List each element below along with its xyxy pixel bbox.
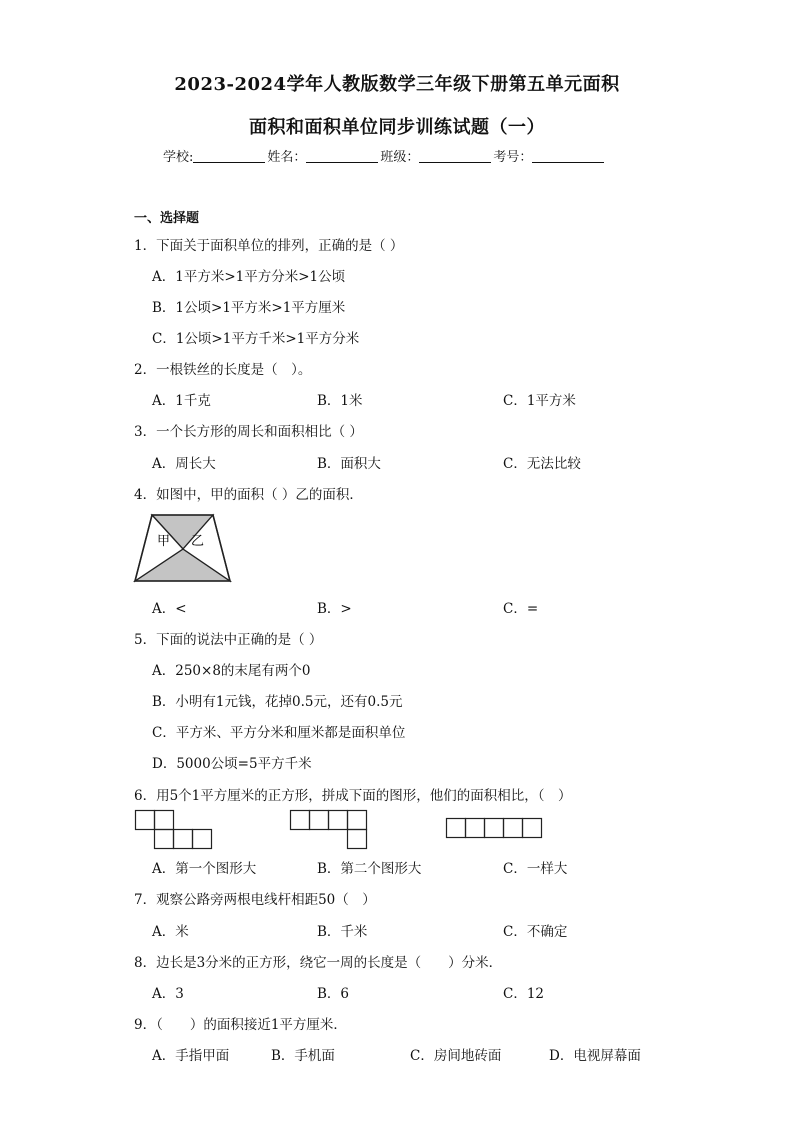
q1-option-a[interactable]: A．1平方米>1平方分米>1公顷 [152,269,346,285]
q4-option-a[interactable]: A．< [152,601,187,617]
q4-option-c[interactable]: C．= [503,601,539,617]
q9-option-a[interactable]: A．手指甲面 [152,1048,230,1064]
square [466,819,485,838]
q7-option-b[interactable]: B．千米 [317,924,368,940]
page-subtitle: 面积和面积单位同步训练试题（一） [249,117,545,138]
q1-option-b[interactable]: B．1公顷>1平方米>1平方厘米 [152,300,346,316]
question-1: 1．下面关于面积单位的排列，正确的是（ ） [134,238,404,254]
label-jia: 甲 [157,534,171,549]
exam-number-label: 考号： [493,150,533,165]
q6-option-c[interactable]: C．一样大 [503,861,568,877]
five-square-figure-1 [135,810,215,852]
section-heading: 一、选择题 [134,211,200,226]
q8-option-a[interactable]: A．3 [152,986,184,1002]
question-5: 5．下面的说法中正确的是（ ） [134,632,323,648]
q7-option-a[interactable]: A．米 [152,924,189,940]
question-4: 4．如图中，甲的面积（ ）乙的面积． [134,487,363,503]
square [523,819,542,838]
square [447,819,466,838]
question-7: 7．观察公路旁两根电线杆相距50（ ） [134,892,376,908]
q8-option-c[interactable]: C．12 [503,986,545,1002]
square [155,830,174,849]
q8-option-b[interactable]: B．6 [317,986,350,1002]
square [136,811,155,830]
label-yi: 乙 [191,534,205,549]
q2-option-b[interactable]: B．1米 [317,393,363,409]
question-3: 3．一个长方形的周长和面积相比（ ） [134,424,363,440]
square [504,819,523,838]
name-field[interactable] [306,150,378,163]
page-title: 2023-2024学年人教版数学三年级下册第五单元面积 [174,74,620,95]
square [174,830,193,849]
question-8: 8．边长是3分米的正方形，绕它一周的长度是（ ）分米． [134,955,503,971]
q2-option-a[interactable]: A．1千克 [152,393,211,409]
question-9: 9．（ ）的面积接近1平方厘米． [134,1017,347,1033]
question-2: 2．一根铁丝的长度是（ ）。 [134,362,312,378]
square [310,811,329,830]
q5-option-d[interactable]: D．5000公顷=5平方千米 [152,756,312,772]
exam-number-field[interactable] [532,150,604,163]
q5-option-b[interactable]: B．小明有1元钱，花掉0.5元，还有0.5元 [152,694,403,710]
square [193,830,212,849]
q4-option-b[interactable]: B．> [317,601,352,617]
q3-option-b[interactable]: B．面积大 [317,456,381,472]
five-square-figure-3 [446,818,546,842]
q3-option-c[interactable]: C．无法比较 [503,456,581,472]
q5-option-c[interactable]: C．平方米、平方分米和厘米都是面积单位 [152,725,406,741]
q6-option-a[interactable]: A．第一个图形大 [152,861,257,877]
square [291,811,310,830]
q9-option-b[interactable]: B．手机面 [271,1048,335,1064]
student-info-row [163,146,604,165]
square [348,811,367,830]
question-6: 6．用5个1平方厘米的正方形，拼成下面的图形，他们的面积相比，（ ） [134,788,572,804]
q7-option-c[interactable]: C．不确定 [503,924,568,940]
q2-option-c[interactable]: C．1平方米 [503,393,576,409]
school-label: 学校: [163,150,194,165]
q6-option-b[interactable]: B．第二个图形大 [317,861,422,877]
q3-option-a[interactable]: A．周长大 [152,456,216,472]
class-field[interactable] [419,150,491,163]
trapezoid-figure [133,513,233,585]
school-field[interactable] [193,150,265,163]
square [329,811,348,830]
q9-option-c[interactable]: C．房间地砖面 [410,1048,502,1064]
name-label: 姓名： [267,150,307,165]
q5-option-a[interactable]: A．250×8的末尾有两个0 [152,663,311,679]
q9-option-d[interactable]: D．电视屏幕面 [549,1048,641,1064]
square [485,819,504,838]
square [348,830,367,849]
five-square-figure-2 [290,810,370,852]
square [155,811,174,830]
q1-option-c[interactable]: C．1公顷>1平方千米>1平方分米 [152,331,360,347]
class-label: 班级： [380,150,420,165]
